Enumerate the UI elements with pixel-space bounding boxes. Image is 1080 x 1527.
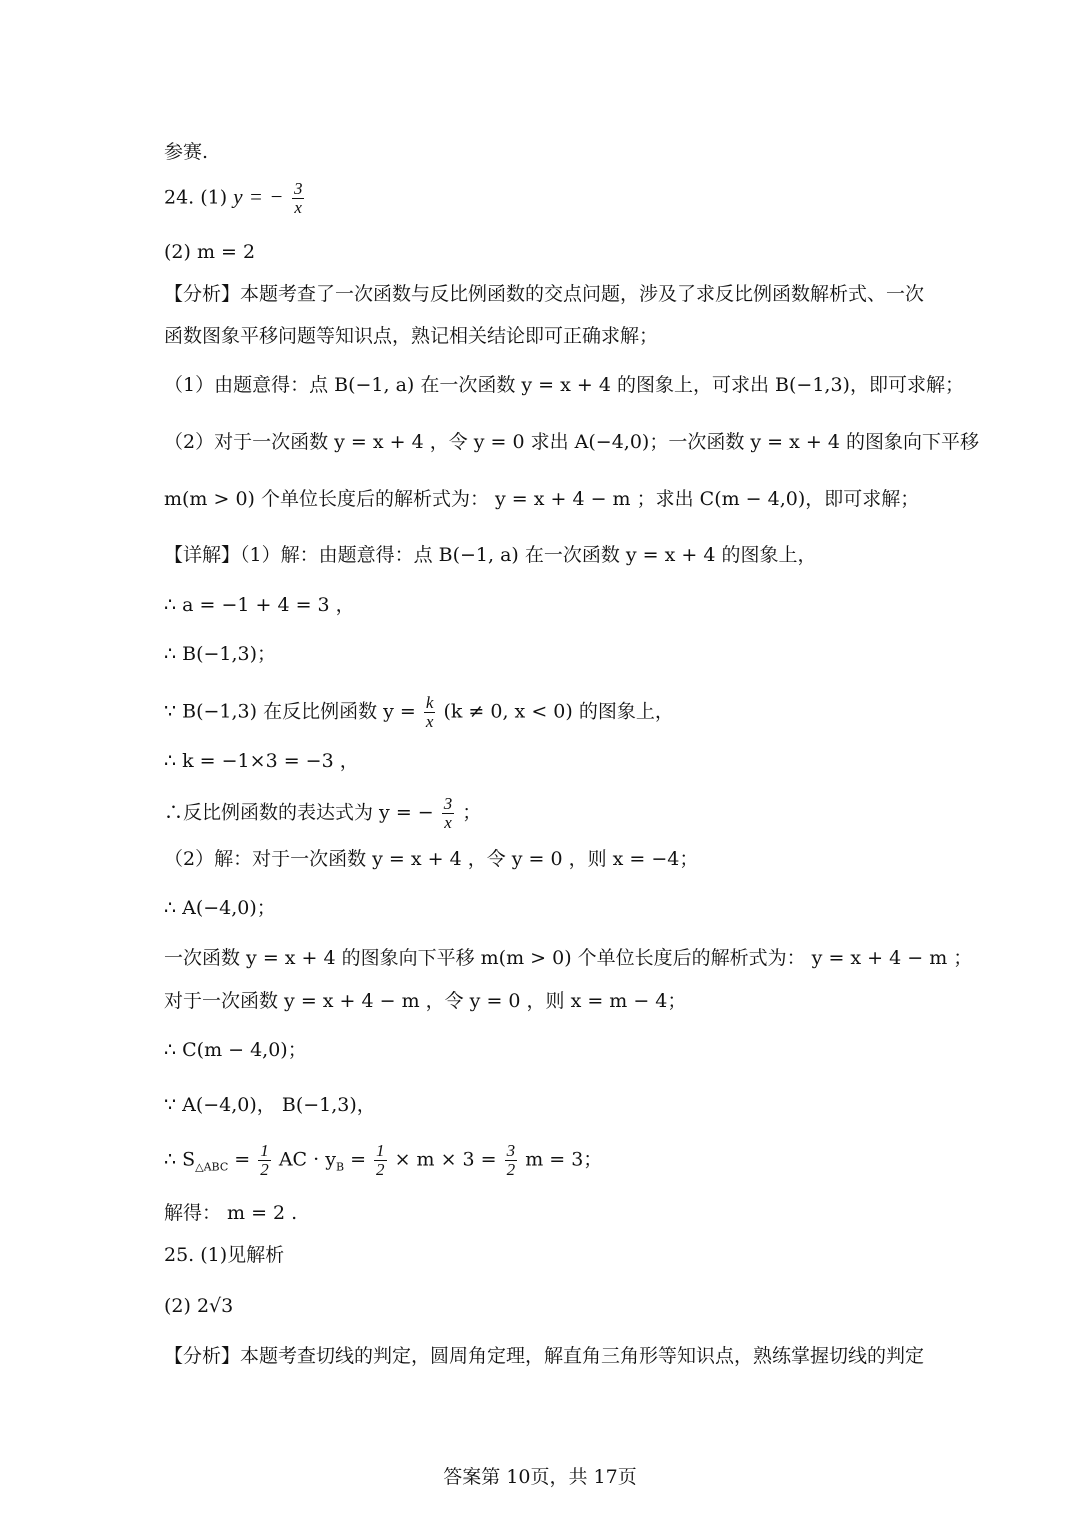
solution-step: ∴ a = −1 + 4 = 3 ， xyxy=(164,594,355,616)
fraction-denominator: 2 xyxy=(506,1160,516,1179)
step-text: = xyxy=(344,1148,373,1171)
solution-step: 对于一次函数 y = x + 4 − m ，令 y = 0 ，则 x = m − 4； xyxy=(164,990,687,1012)
subscript: B xyxy=(335,1160,345,1174)
question-24-part2: (2) m = 2 xyxy=(164,241,256,263)
analysis-paragraph-cont: 函数图象平移问题等知识点，熟记相关结论即可正确求解； xyxy=(164,325,659,347)
solution-step: （2）解：对于一次函数 y = x + 4 ，令 y = 0 ，则 x = −4； xyxy=(164,848,699,870)
detail-heading: 【详解】（1）解：由题意得：点 B(−1, a) 在一次函数 y = x + 4 的图象上， xyxy=(164,544,817,566)
fraction-numerator: 3 xyxy=(506,1141,516,1160)
solution-step: ∴ B(−1,3)； xyxy=(164,643,277,665)
page-footer: 答案第 10页，共 17页 xyxy=(443,1466,637,1488)
fraction-denominator: 2 xyxy=(260,1160,269,1179)
question-25-part2: (2) 2√3 xyxy=(164,1295,234,1317)
step-text: ∴反比例函数的表达式为 y = − xyxy=(164,801,434,824)
fraction xyxy=(374,1142,387,1179)
fraction xyxy=(442,795,455,832)
fraction-numerator: 1 xyxy=(260,1141,269,1160)
solution-step: ∴ A(−4,0)； xyxy=(164,897,276,919)
solution-step xyxy=(164,694,674,731)
fraction-denominator: x xyxy=(294,198,302,217)
fraction-numerator: k xyxy=(425,693,434,712)
fraction xyxy=(505,1142,518,1179)
solution-step: ∴ k = −1×3 = −3 ， xyxy=(164,750,359,772)
solution-step: 一次函数 y = x + 4 的图象向下平移 m(m > 0) 个单位长度后的解析式为： y = x + 4 − m ； xyxy=(164,947,973,969)
fraction-denominator: x xyxy=(425,712,434,731)
analysis-step1: （1）由题意得：点 B(−1, a) 在一次函数 y = x + 4 的图象上，可求出 B(−1,3)，即可求解； xyxy=(164,374,964,396)
question-number: 24. (1) xyxy=(164,186,228,209)
analysis-paragraph: 【分析】本题考查了一次函数与反比例函数的交点问题，涉及了求反比例函数解析式、一次 xyxy=(164,283,925,305)
step-text: = xyxy=(228,1148,257,1171)
equation: y = − xyxy=(233,184,284,209)
solution-step xyxy=(164,795,481,832)
solution-step: ∴ C(m − 4,0)； xyxy=(164,1039,307,1061)
step-text: (k ≠ 0, x < 0) 的图象上， xyxy=(443,700,674,723)
step-text: ∴ S xyxy=(164,1148,196,1171)
step-text: × m × 3 = xyxy=(394,1148,503,1171)
question-25-part1: 25. (1)见解析 xyxy=(164,1244,285,1266)
analysis-step2-cont: m(m > 0) 个单位长度后的解析式为： y = x + 4 − m ；求出 C(m − 4,0)，即可求解； xyxy=(164,488,920,510)
fraction-numerator: 3 xyxy=(293,179,303,198)
fraction-denominator: 2 xyxy=(376,1160,385,1179)
text-line: 参赛. xyxy=(164,141,209,163)
fraction xyxy=(292,180,305,217)
step-text: ； xyxy=(462,801,482,824)
question-24-part1 xyxy=(164,180,306,217)
step-text: ∵ B(−1,3) 在反比例函数 y = xyxy=(164,700,416,723)
solution-step-area xyxy=(164,1142,602,1180)
analysis-step2: （2）对于一次函数 y = x + 4 ，令 y = 0 求出 A(−4,0)；一次函数 y = x + 4 的图象向下平移 xyxy=(164,431,979,453)
fraction xyxy=(424,694,436,731)
step-text: m = 3； xyxy=(525,1148,603,1171)
analysis-paragraph: 【分析】本题考查切线的判定，圆周角定理，解直角三角形等知识点，熟练掌握切线的判定 xyxy=(164,1345,925,1367)
fraction-denominator: x xyxy=(444,813,452,832)
fraction-numerator: 3 xyxy=(443,794,453,813)
step-text: AC · y xyxy=(278,1148,336,1171)
fraction xyxy=(258,1142,271,1179)
solution-result: 解得： m = 2 . xyxy=(164,1202,298,1224)
solution-step: ∵ A(−4,0)， B(−1,3)， xyxy=(164,1094,376,1116)
subscript: △ABC xyxy=(195,1160,229,1174)
fraction-numerator: 1 xyxy=(376,1141,385,1160)
